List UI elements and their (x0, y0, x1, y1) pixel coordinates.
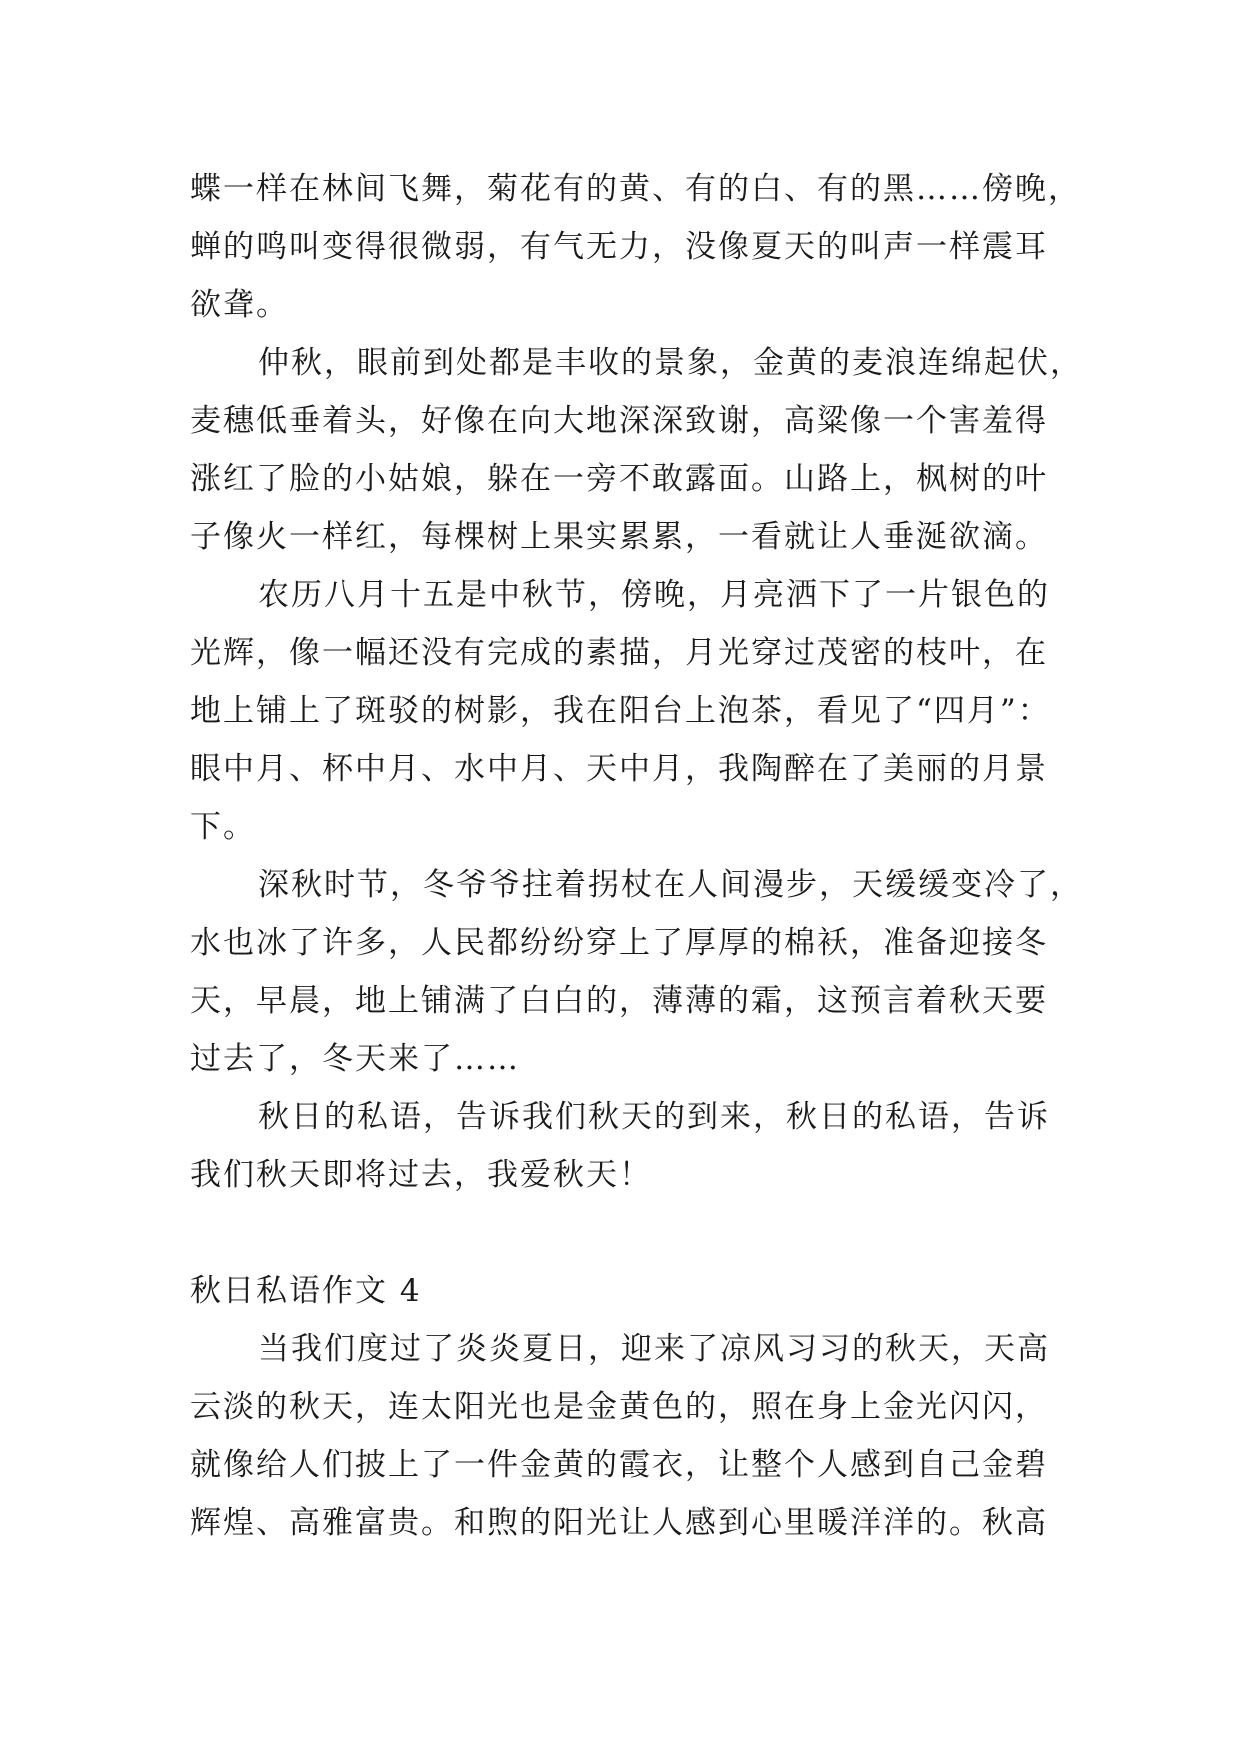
text-line: 秋日的私语，告诉我们秋天的到来，秋日的私语，告诉 (258, 1099, 1050, 1135)
text-line: 深秋时节，冬爷爷拄着拐杖在人间漫步，天缓缓变冷了， (258, 867, 1083, 903)
document-body (190, 160, 1083, 1552)
text-line: 我们秋天即将过去，我爱秋天！ (190, 1157, 652, 1193)
paragraph (190, 566, 1070, 856)
text-line: 农历八月十五是中秋节，傍晚，月亮洒下了一片银色的 (258, 577, 1050, 613)
paragraph (190, 334, 1083, 566)
text-line: 辉煌、高雅富贵。和煦的阳光让人感到心里暖洋洋的。秋高 (190, 1505, 1048, 1541)
section-title: 秋日私语作文 4 (190, 1273, 422, 1309)
text-line: 当我们度过了炎炎夏日，迎来了凉风习习的秋天，天高 (258, 1331, 1050, 1367)
text-line: 云淡的秋天，连太阳光也是金黄色的，照在身上金光闪闪， (190, 1389, 1048, 1425)
text-line: 地上铺上了斑驳的树影，我在阳台上泡茶，看见了“四月”： (190, 693, 1051, 729)
text-line: 麦穗低垂着头，好像在向大地深深致谢，高粱像一个害羞得 (190, 403, 1048, 439)
text-line: 下。 (190, 809, 256, 845)
text-line: 就像给人们披上了一件金黄的霞衣，让整个人感到自己金碧 (190, 1447, 1048, 1483)
paragraph (190, 1320, 1070, 1552)
paragraph (190, 160, 1081, 334)
text-line: 水也冰了许多，人民都纷纷穿上了厚厚的棉袄，准备迎接冬 (190, 925, 1048, 961)
text-line: 欲聋。 (190, 287, 289, 323)
paragraph (190, 856, 1083, 1088)
text-line: 眼中月、杯中月、水中月、天中月，我陶醉在了美丽的月景 (190, 751, 1048, 787)
text-line: 子像火一样红，每棵树上果实累累，一看就让人垂涎欲滴。 (190, 519, 1048, 555)
text-line: 天，早晨，地上铺满了白白的，薄薄的霜，这预言着秋天要 (190, 983, 1048, 1019)
text-line: 涨红了脸的小姑娘，躲在一旁不敢露面。山路上，枫树的叶 (190, 461, 1048, 497)
text-line: 仲秋，眼前到处都是丰收的景象，金黄的麦浪连绵起伏， (258, 345, 1083, 381)
text-line: 蝶一样在林间飞舞，菊花有的黄、有的白、有的黑……傍晚， (190, 171, 1081, 207)
text-line: 光辉，像一幅还没有完成的素描，月光穿过茂密的枝叶，在 (190, 635, 1048, 671)
text-line: 过去了，冬天来了…… (190, 1041, 520, 1077)
paragraph (190, 1088, 1070, 1204)
text-line: 蝉的鸣叫变得很微弱，有气无力，没像夏天的叫声一样震耳 (190, 229, 1048, 265)
paragraph-spacer (190, 1204, 1070, 1262)
